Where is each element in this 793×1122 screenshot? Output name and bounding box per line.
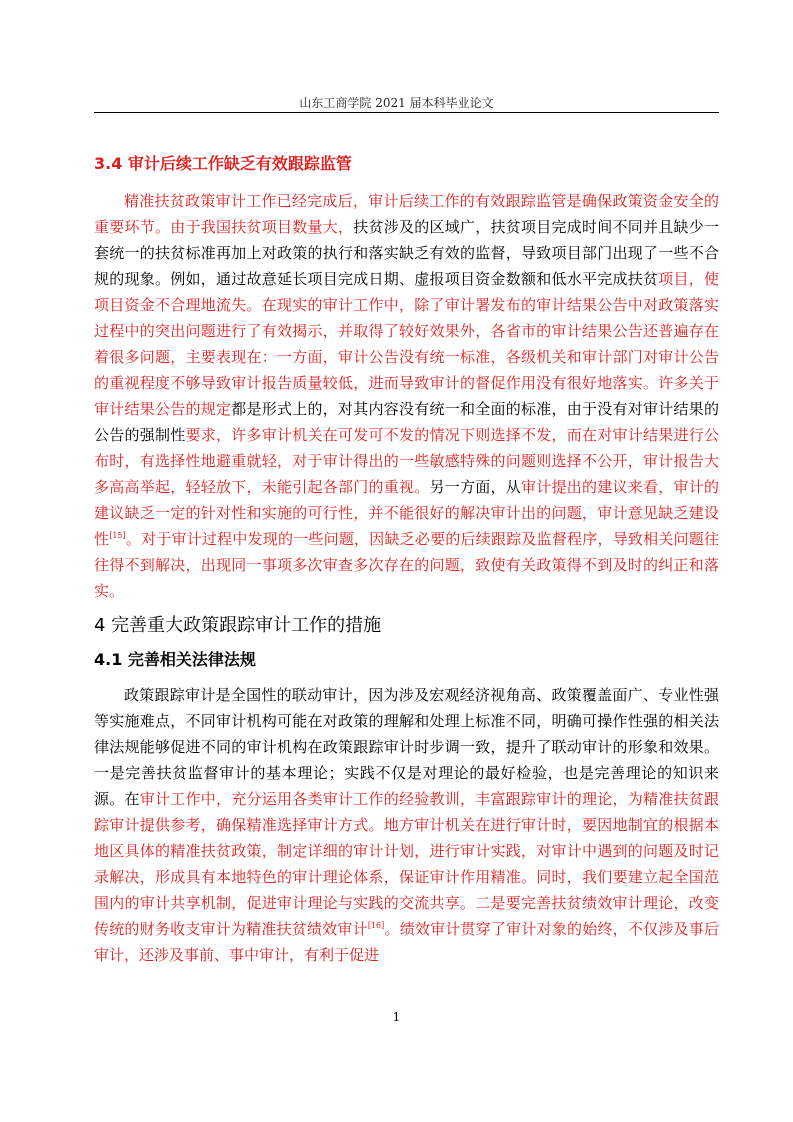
chapter-heading-4: 4 完善重大政策跟踪审计工作的措施: [94, 615, 382, 636]
text-span: 扶贫涉及的区域广，扶贫项目完成时间不同并且缺少一套统一的扶贫标准再加上对政策的执行和落实缺乏有效的监督，导致项目部门出现了一些不合规的现象。例如，通过故意延长项目完成日期、虚报项目资金数额和低水平完成扶贫: [94, 218, 719, 288]
text-span: 政策跟踪审计是全国性的联动审计，因为涉及宏观经济视角高、政策覆盖面广、专业性强等实施难点，不同审计机构可能在对政策的理解和处理上标准不同，明确可操作性强的相关法律法规能够促进不同的审计机构在政策跟踪审计时步调一致，提升了联动审计的形象和效果。一是完善扶贫监督审计的基本理论；实践不仅是对理论的最好检验，也是完善理论的知识来源。在: [94, 686, 719, 808]
page-number: 1: [392, 1010, 401, 1024]
text-span: 。对于审计过程中发现的一些问题，因缺乏必要的后续跟踪及监督程序，导致相关问题往往得不到解决，出现同一事项多次审查多次存在的问题，致使有关政策得不到及时的纠正和落实。: [94, 530, 719, 600]
section-heading-4-1: 4.1 完善相关法律法规: [94, 650, 256, 669]
text-span: 效审计贯穿了审计对象的始终，不仅涉及事后审计，还涉及事前、事中审计，有利于促进: [94, 920, 719, 964]
header-divider: [94, 112, 719, 113]
text-span: 。绩: [384, 920, 415, 938]
paragraph-3-4: [94, 188, 719, 604]
text-span: 审计工作中，充分运用各类审计工作的经验教训，丰富跟踪审计的理论，为精准扶贫跟踪审计提供参考，确保精准选择审计方式。地方审计机关在进行审计时，要因地制宜的根据本地区具体的精准扶贫政策，制定详细的审计计划，进行审计实践，对审计中遇到的问题及时记录解决，形成具有本地特色的审计理论体系，保证审计作用精准。同时，我们要建立起全国范围内的审计共享机制，促进审计理论与实践的交流共享。二是要完善扶贫绩效审计理论，改变传统的财务收支审计为精准扶贫绩效审计: [94, 790, 719, 938]
text-span: 审计提出的建议来看，审计的建议缺乏一定的针对性和实施的可行性，并不能很好的解决审计出的问题，审计意见缺乏建设性: [94, 478, 719, 548]
citation-16: [16]: [367, 921, 385, 930]
text-span: 要求，许多审计机关在可发可不发的情况下则选择不发，而在对审计结果进行公布时，有选择性地避重就轻，对于审计得出的一些敏感特殊的问题则选择不公开，审计报告大多高高举起，轻轻放下，未能引起各部门的重视。: [94, 426, 719, 496]
citation-15: [15]: [109, 531, 126, 540]
running-header: 山东工商学院 2021 届本科毕业论文: [299, 96, 494, 110]
paragraph-4-1: [94, 682, 719, 968]
page-body: [94, 150, 719, 968]
section-heading-3-4: 3.4 审计后续工作缺乏有效跟踪监管: [94, 154, 352, 173]
text-span: 精准扶贫政策审计工作已经完成后，审计后续工作的有效跟踪监管是确保政策资金安全的重要环节。由于我国扶贫项目数量大，: [94, 192, 719, 236]
text-span: 另一方面，从: [429, 478, 521, 496]
text-span: 都是形式上的，对其内容没有统一和全面的标准，由于没有对审计结果的公告的强制性: [94, 400, 719, 444]
text-span: 项目，使项目资金不合理地流失。在现实的审计工作中，除了审计署发布的审计结果公告中对政策落实过程中的突出问题进行了有效揭示，并取得了较好效果外，各省市的审计结果公告还普遍存在着很多问题，主要表现在：一方面，审计公告没有统一标准，各级机关和审计部门对审计公告的重视程度不够导致审计报告质量较低，进而导致审计的督促作用没有很好地落实。许多关于审计结果公告的规定: [94, 270, 719, 418]
